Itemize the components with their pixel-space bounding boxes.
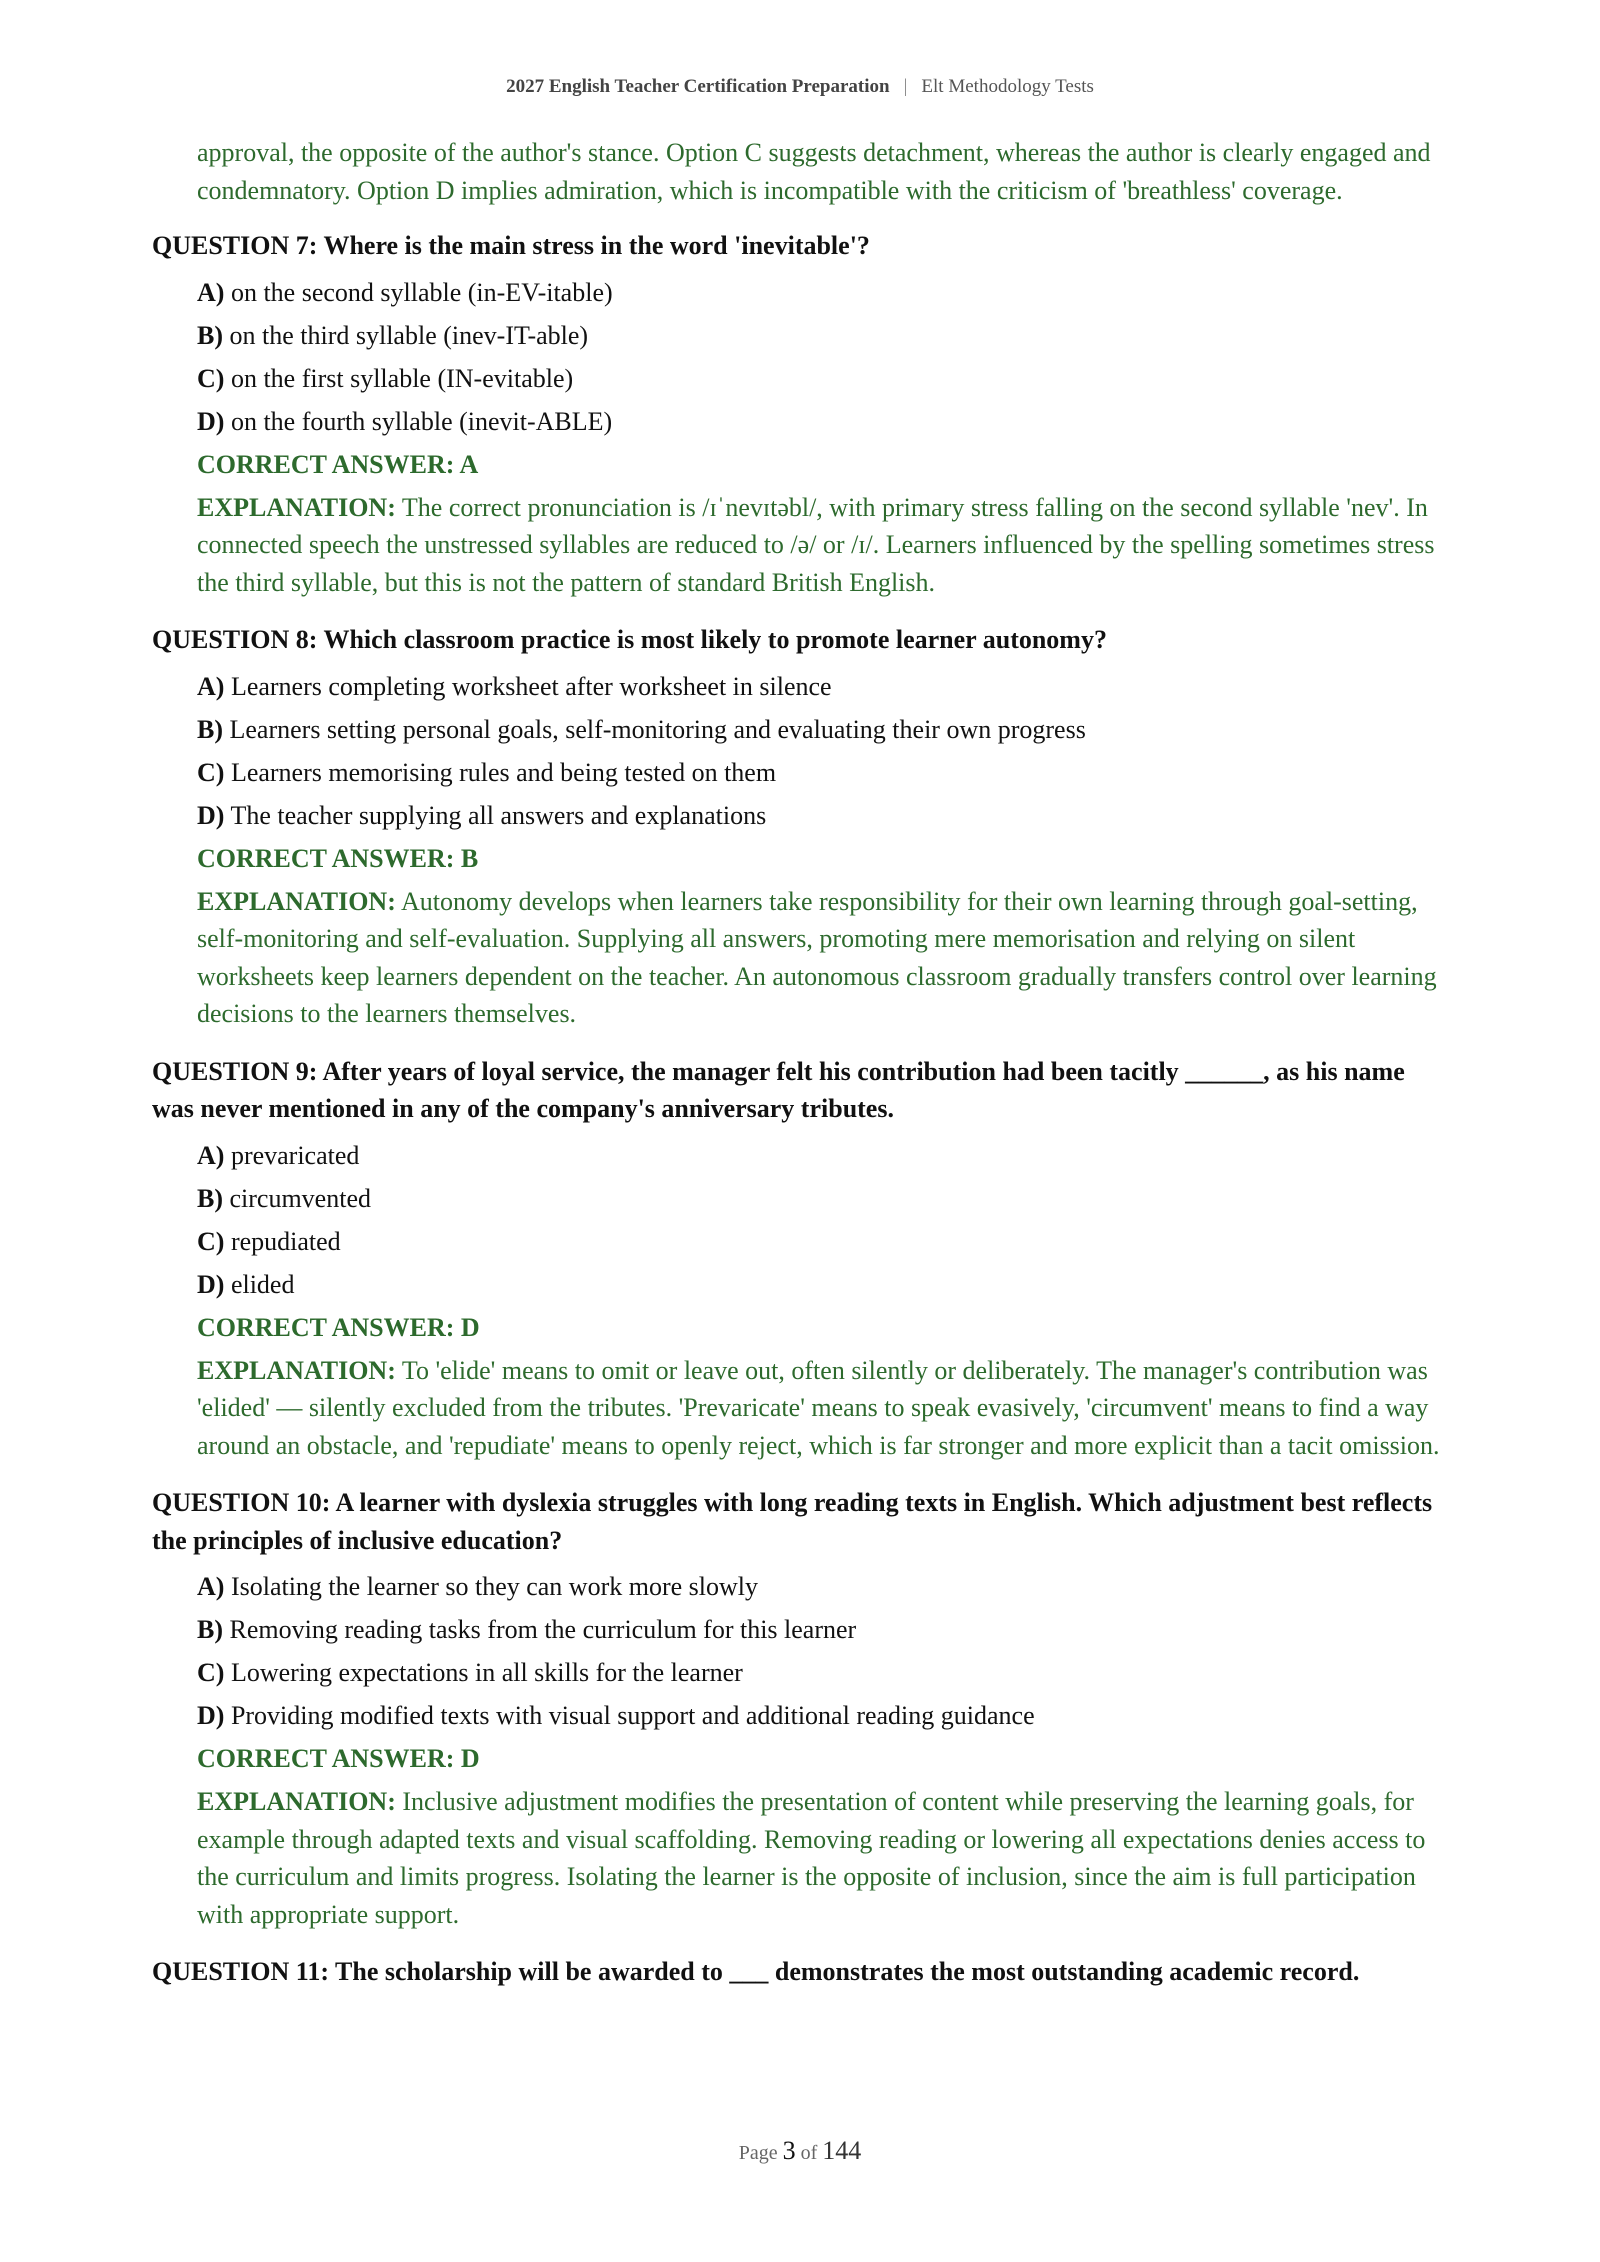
explanation bbox=[197, 489, 1452, 602]
option-item bbox=[197, 1565, 1452, 1608]
options-list bbox=[197, 271, 1452, 443]
option-item bbox=[197, 794, 1452, 837]
page-content bbox=[152, 134, 1452, 2011]
option-text: Learners memorising rules and being tested on them bbox=[230, 757, 777, 787]
question-text: QUESTION 11: The scholarship will be awarded to ___ demonstrates the most outstanding academic record. bbox=[152, 1957, 1360, 1986]
correct-answer: CORRECT ANSWER: B bbox=[197, 843, 479, 873]
option-item bbox=[197, 1608, 1452, 1651]
question-text: QUESTION 7: Where is the main stress in the word 'inevitable'? bbox=[152, 231, 870, 260]
page-header bbox=[0, 76, 1600, 98]
option-letter: A) bbox=[197, 671, 225, 701]
option-item bbox=[197, 665, 1452, 708]
question-block bbox=[152, 621, 1452, 1033]
option-text: on the second syllable (in-EV-itable) bbox=[230, 277, 613, 307]
option-letter: B) bbox=[197, 320, 223, 350]
document-subtitle: Elt Methodology Tests bbox=[921, 76, 1094, 97]
option-letter: C) bbox=[197, 363, 225, 393]
option-item bbox=[197, 1694, 1452, 1737]
correct-answer: CORRECT ANSWER: A bbox=[197, 449, 479, 479]
page-number: 3 bbox=[782, 2136, 796, 2165]
option-text: on the third syllable (inev-IT-able) bbox=[229, 320, 589, 350]
option-item bbox=[197, 1134, 1452, 1177]
explanation bbox=[197, 1352, 1452, 1465]
option-letter: A) bbox=[197, 277, 225, 307]
question-block bbox=[152, 227, 1452, 601]
option-text: on the fourth syllable (inevit-ABLE) bbox=[230, 406, 613, 436]
option-letter: D) bbox=[197, 1701, 225, 1730]
correct-answer: CORRECT ANSWER: D bbox=[197, 1312, 480, 1342]
option-item bbox=[197, 1263, 1452, 1306]
document-title: 2027 English Teacher Certification Preparation bbox=[506, 76, 890, 97]
option-item bbox=[197, 271, 1452, 314]
option-item bbox=[197, 357, 1452, 400]
option-letter: A) bbox=[197, 1140, 225, 1170]
explanation-text: Autonomy develops when learners take responsibility for their own learning through goal-setting, self-monitoring and self-evaluation. Supplying all answers, promoting mere memorisation and relying on silent worksheets keep learners dependent on the teacher. An autonomous classroom gradually transfers control over learning decisions to the learners themselves. bbox=[197, 886, 1437, 1028]
option-text: Learners setting personal goals, self-monitoring and evaluating their own progress bbox=[229, 714, 1086, 744]
option-letter: C) bbox=[197, 1226, 225, 1256]
option-letter: D) bbox=[197, 406, 225, 436]
option-letter: D) bbox=[197, 800, 225, 830]
explanation-text: To 'elide' means to omit or leave out, often silently or deliberately. The manager's contribution was 'elided' — silently excluded from the tributes. 'Prevaricate' means to speak evasively, 'circumvent' means to find a way around an obstacle, and 'repudiate' means to openly reject, which is far stronger and more explicit than a tacit omission. bbox=[197, 1355, 1440, 1460]
option-item bbox=[197, 314, 1452, 357]
option-letter: D) bbox=[197, 1269, 225, 1299]
option-item bbox=[197, 400, 1452, 443]
options-list bbox=[197, 1565, 1452, 1737]
option-item bbox=[197, 708, 1452, 751]
option-item bbox=[197, 1651, 1452, 1694]
option-text: on the first syllable (IN-evitable) bbox=[230, 363, 574, 393]
explanation-label: EXPLANATION: bbox=[197, 1787, 396, 1816]
question-text: QUESTION 9: After years of loyal service, the manager felt his contribution had been tacitly ______, as his name was never mentioned in any of the company's anniversary tributes. bbox=[152, 1056, 1405, 1123]
options-list bbox=[197, 665, 1452, 837]
option-text: Learners completing worksheet after worksheet in silence bbox=[230, 671, 832, 701]
option-letter: B) bbox=[197, 714, 223, 744]
question-block bbox=[152, 1053, 1452, 1465]
explanation bbox=[197, 883, 1452, 1033]
question-block bbox=[152, 1484, 1452, 1933]
option-letter: B) bbox=[197, 1615, 223, 1644]
option-letter: A) bbox=[197, 1572, 225, 1601]
total-pages: 144 bbox=[822, 2136, 862, 2165]
explanation bbox=[197, 1783, 1452, 1933]
option-item bbox=[197, 1177, 1452, 1220]
options-list bbox=[197, 1134, 1452, 1306]
option-item bbox=[197, 1220, 1452, 1263]
continued-explanation: approval, the opposite of the author's stance. Option C suggests detachment, whereas the author is clearly engaged and condemnatory. Option D implies admiration, which is incompatible with the criticism of 'breathless' coverage. bbox=[197, 138, 1431, 205]
option-text: circumvented bbox=[229, 1183, 371, 1213]
question-block bbox=[152, 1953, 1452, 1991]
explanation-text: Inclusive adjustment modifies the presentation of content while preserving the learning goals, for example through adapted texts and visual scaffolding. Removing reading or lowering all expectations denies access to the curriculum and limits progress. Isolating the learner is the opposite of inclusion, since the aim is full participation with appropriate support. bbox=[197, 1787, 1426, 1929]
correct-answer: CORRECT ANSWER: D bbox=[197, 1744, 480, 1773]
option-text: Isolating the learner so they can work more slowly bbox=[230, 1572, 759, 1601]
explanation-label: EXPLANATION: bbox=[197, 886, 396, 916]
option-text: repudiated bbox=[230, 1226, 341, 1256]
of-label: of bbox=[800, 2142, 818, 2164]
question-text: QUESTION 10: A learner with dyslexia struggles with long reading texts in English. Which adjustment best reflects the principles of inclusive education? bbox=[152, 1488, 1433, 1555]
page-label: Page bbox=[738, 2142, 778, 2164]
option-letter: C) bbox=[197, 1658, 225, 1687]
option-text: elided bbox=[230, 1269, 295, 1299]
option-text: Providing modified texts with visual support and additional reading guidance bbox=[230, 1701, 1035, 1730]
option-item bbox=[197, 751, 1452, 794]
option-text: Lowering expectations in all skills for the learner bbox=[230, 1658, 743, 1687]
option-letter: B) bbox=[197, 1183, 223, 1213]
question-text: QUESTION 8: Which classroom practice is most likely to promote learner autonomy? bbox=[152, 625, 1107, 654]
explanation-label: EXPLANATION: bbox=[197, 492, 396, 522]
explanation-text: The correct pronunciation is /ɪˈnevɪtəbl/, with primary stress falling on the second syllable 'nev'. In connected speech the unstressed syllables are reduced to /ə/ or /ɪ/. Learners influenced by the spelling sometimes stress the third syllable, but this is not the pattern of standard British English. bbox=[197, 492, 1435, 597]
page-footer bbox=[0, 2136, 1600, 2166]
option-text: Removing reading tasks from the curriculum for this learner bbox=[229, 1615, 857, 1644]
option-letter: C) bbox=[197, 757, 225, 787]
header-separator: | bbox=[903, 76, 908, 97]
option-text: The teacher supplying all answers and explanations bbox=[230, 800, 767, 830]
explanation-label: EXPLANATION: bbox=[197, 1355, 396, 1385]
option-text: prevaricated bbox=[230, 1140, 360, 1170]
